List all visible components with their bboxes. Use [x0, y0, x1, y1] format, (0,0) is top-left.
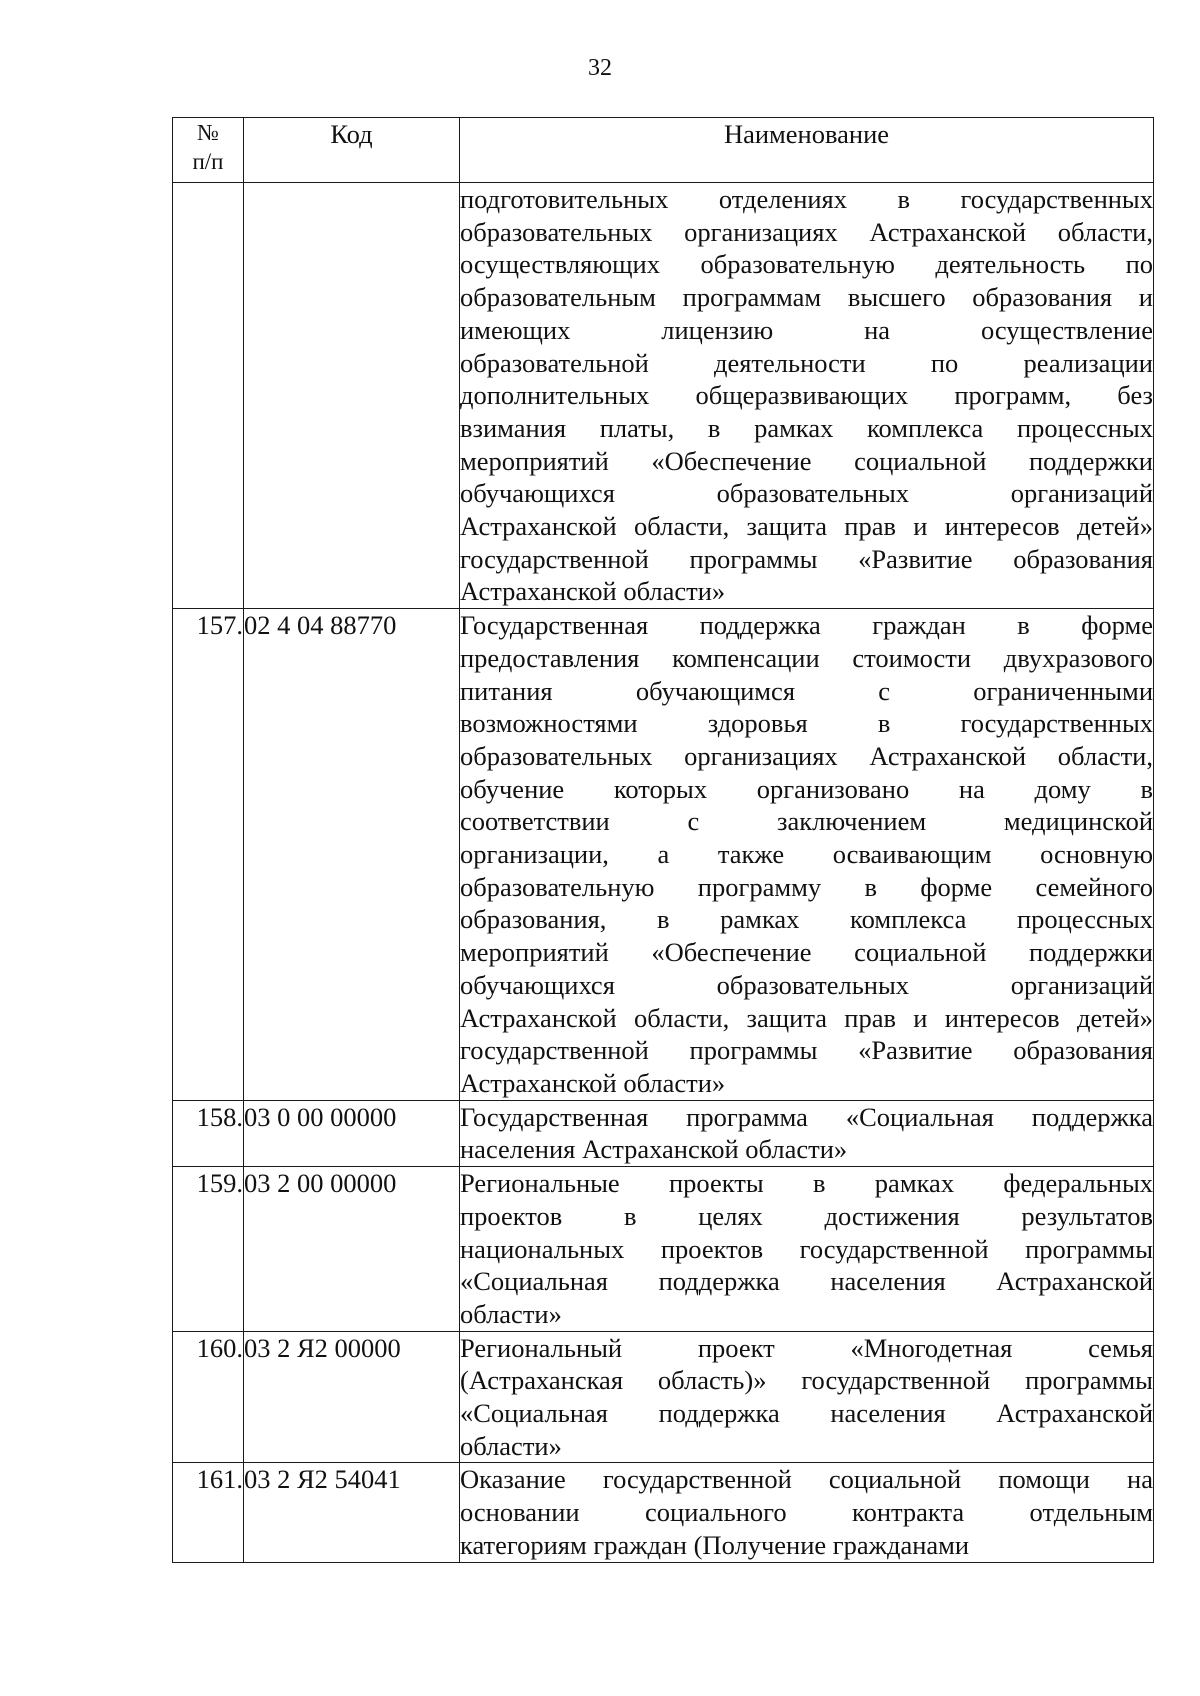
row-code: 03 2 00 00000 [244, 1167, 460, 1332]
name-line: Региональный проект «Многодетная семья [460, 1332, 1153, 1363]
row-number: 160. [173, 1331, 244, 1463]
name-line: дополнительных общеразвивающих программ, без [460, 380, 1153, 411]
name-line: обучающихся образовательных организаций [460, 478, 1153, 509]
row-number: 161. [173, 1463, 244, 1562]
name-line: образовательной деятельности по реализации [460, 347, 1153, 378]
name-line: «Социальная поддержка населения Астраханской [460, 1398, 1153, 1429]
name-line: образовательную программу в форме семейного [460, 871, 1153, 902]
name-line: осуществляющих образовательную деятельность по [460, 249, 1153, 280]
budget-classification-table [172, 117, 1154, 1563]
name-line: подготовительных отделениях в государственных [460, 184, 1153, 214]
row-name [460, 183, 1154, 609]
row-code: 02 4 04 88770 [244, 609, 460, 1101]
row-number: 157. [173, 609, 244, 1101]
name-line: государственной программы «Развитие образования [460, 543, 1153, 574]
header-name: Наименование [460, 118, 1154, 183]
name-line: возможностями здоровья в государственных [460, 708, 1153, 739]
row-code [244, 183, 460, 609]
name-line: Государственная программа «Социальная поддержка [460, 1101, 1153, 1132]
name-line: проектов в целях достижения результатов [460, 1200, 1153, 1231]
name-line: образовательных организациях Астраханской области, [460, 216, 1153, 247]
table-row [173, 1463, 1154, 1562]
header-number-abbrev: п/п [192, 149, 224, 174]
name-line: обучение которых организовано на дому в [460, 773, 1153, 804]
name-line: национальных проектов государственной программы [460, 1233, 1153, 1264]
row-name [460, 1331, 1154, 1463]
name-line: организации, а также осваивающим основную [460, 839, 1153, 870]
name-line: образования, в рамках комплекса процессных [460, 904, 1153, 935]
name-line: Государственная поддержка граждан в форме [460, 610, 1153, 641]
name-line: основании социального контракта отдельным [460, 1497, 1153, 1528]
name-line: Астраханской области» [460, 576, 726, 607]
row-code: 03 0 00 00000 [244, 1100, 460, 1166]
header-code: Код [244, 118, 460, 183]
name-line: Региональные проекты в рамках федеральных [460, 1168, 1153, 1199]
table-row [173, 1331, 1154, 1463]
name-line: образовательных организациях Астраханской области, [460, 740, 1153, 771]
row-name [460, 1100, 1154, 1166]
table-header-row [173, 118, 1154, 183]
name-line: взимания платы, в рамках комплекса процессных [460, 412, 1153, 443]
header-number-sign: № [197, 120, 219, 145]
row-code: 03 2 Я2 00000 [244, 1331, 460, 1463]
name-line: обучающихся образовательных организаций [460, 969, 1153, 1000]
row-name [460, 1463, 1154, 1562]
name-line: образовательным программам высшего образования и [460, 282, 1153, 313]
name-line: Астраханской области, защита прав и интересов детей» [460, 1002, 1153, 1033]
name-line: «Социальная поддержка населения Астраханской [460, 1266, 1153, 1297]
name-line: предоставления компенсации стоимости двухразового [460, 642, 1153, 673]
name-line: населения Астраханской области» [460, 1134, 848, 1165]
row-number: 158. [173, 1100, 244, 1166]
name-line: питания обучающимся с ограниченными [460, 675, 1153, 706]
name-line: государственной программы «Развитие образования [460, 1035, 1153, 1066]
table-row [173, 1100, 1154, 1166]
row-name [460, 1167, 1154, 1332]
name-line: категориям граждан (Получение гражданами [460, 1529, 970, 1560]
name-line: Астраханской области, защита прав и интересов детей» [460, 511, 1153, 542]
name-line: мероприятий «Обеспечение социальной поддержки [460, 937, 1153, 968]
name-line: Оказание государственной социальной помощи на [460, 1464, 1153, 1495]
table-row [173, 183, 1154, 609]
table-row [173, 1167, 1154, 1332]
row-code: 03 2 Я2 54041 [244, 1463, 460, 1562]
table-row [173, 609, 1154, 1101]
name-line: имеющих лицензию на осуществление [460, 314, 1153, 345]
row-number [173, 183, 244, 609]
row-name [460, 609, 1154, 1101]
name-line: области» [460, 1430, 562, 1461]
name-line: соответствии с заключением медицинской [460, 806, 1153, 837]
name-line: Астраханской области» [460, 1067, 726, 1098]
table-body [173, 183, 1154, 1563]
row-number: 159. [173, 1167, 244, 1332]
page-number: 32 [588, 55, 612, 81]
header-number [173, 118, 244, 183]
name-line: (Астраханская область)» государственной программы [460, 1365, 1153, 1396]
name-line: области» [460, 1298, 562, 1329]
name-line: мероприятий «Обеспечение социальной поддержки [460, 445, 1153, 476]
